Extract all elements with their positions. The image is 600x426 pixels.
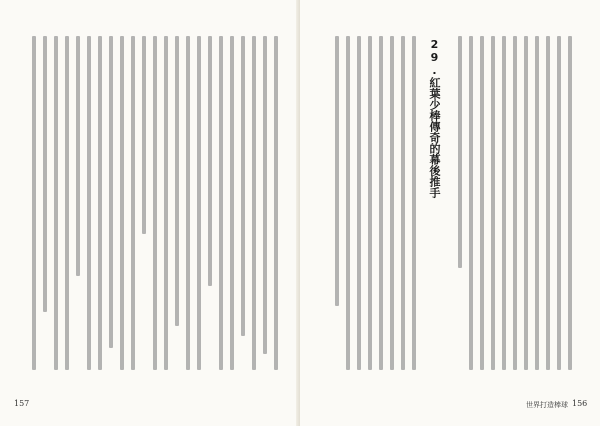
text-column	[120, 36, 124, 370]
text-column	[175, 36, 179, 326]
text-column	[491, 36, 495, 370]
text-column	[241, 36, 245, 336]
running-footer-title: 世界打造棒球	[526, 401, 568, 409]
text-column	[535, 36, 539, 370]
text-column	[557, 36, 561, 370]
text-column	[263, 36, 267, 354]
text-column	[197, 36, 201, 370]
right-page	[300, 0, 600, 426]
text-column	[346, 36, 350, 370]
text-column	[142, 36, 146, 234]
text-column	[186, 36, 190, 370]
text-column	[208, 36, 212, 286]
text-column	[219, 36, 223, 370]
text-column	[76, 36, 80, 276]
text-column	[164, 36, 168, 370]
text-column	[43, 36, 47, 312]
page-number: 156	[572, 399, 588, 408]
right-page-text-columns	[328, 36, 574, 372]
text-column	[524, 36, 528, 370]
text-column	[153, 36, 157, 370]
text-column	[513, 36, 517, 370]
text-column	[469, 36, 473, 370]
text-column	[379, 36, 383, 370]
text-column	[357, 36, 361, 370]
text-column	[32, 36, 36, 370]
text-column	[274, 36, 278, 370]
text-column	[401, 36, 405, 370]
text-column	[252, 36, 256, 370]
text-column	[65, 36, 69, 370]
section-heading: 29.紅葉少棒傳奇的幕後推手	[428, 38, 441, 198]
text-column	[109, 36, 113, 348]
text-column	[368, 36, 372, 370]
text-column	[230, 36, 234, 370]
text-column	[458, 36, 462, 268]
left-page-text-columns	[26, 36, 278, 372]
text-column	[568, 36, 572, 370]
text-column	[390, 36, 394, 370]
page-number: 157	[14, 399, 30, 408]
text-column	[54, 36, 58, 370]
text-column	[87, 36, 91, 370]
text-column	[335, 36, 339, 306]
text-column	[480, 36, 484, 370]
text-column	[131, 36, 135, 370]
text-column	[502, 36, 506, 370]
text-column	[412, 36, 416, 370]
text-column	[98, 36, 102, 370]
text-column	[546, 36, 550, 370]
